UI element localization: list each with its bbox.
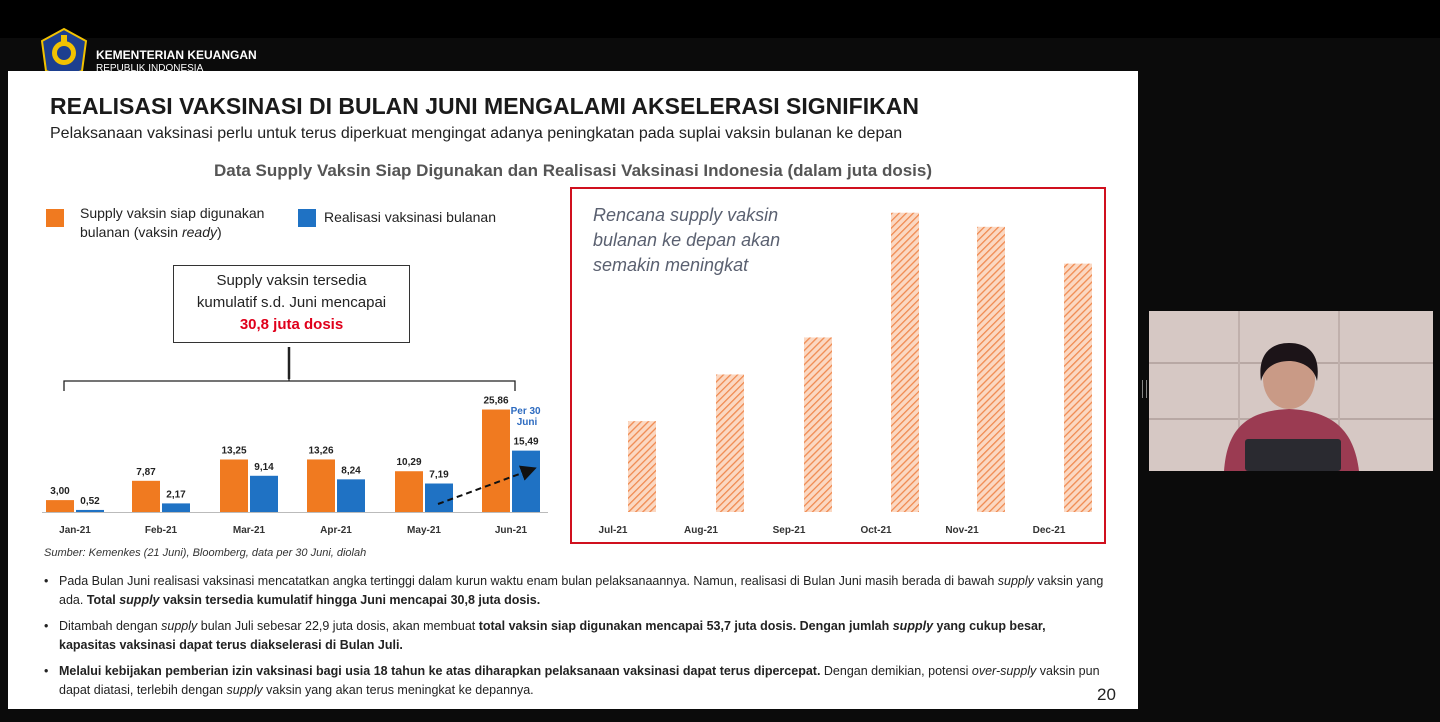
data-label-realisasi: 2,17	[166, 489, 186, 501]
legend-supply-label: Supply vaksin siap digunakan bulanan (vaksin ready)	[80, 205, 265, 240]
resize-handle[interactable]	[1142, 380, 1147, 398]
x-tick-label: Sep-21	[772, 525, 806, 536]
ministry-subname: REPUBLIK INDONESIA	[96, 63, 204, 71]
bar-supply	[307, 459, 335, 512]
bar-realisasi	[250, 476, 278, 512]
bar-supply	[132, 481, 160, 512]
speaker-video-thumbnail[interactable]	[1149, 311, 1433, 471]
x-tick-label: Oct-21	[860, 525, 892, 536]
bar-forecast	[628, 421, 656, 512]
x-tick-label: Mar-21	[232, 525, 266, 536]
forecast-callout: Rencana supply vaksin bulanan ke depan akan semakin meningkat	[593, 205, 781, 275]
bar-realisasi	[162, 503, 190, 512]
x-tick-label: Aug-21	[684, 525, 718, 536]
bar-realisasi	[425, 484, 453, 512]
bar-supply	[220, 459, 248, 512]
data-label-realisasi: 15,49	[513, 436, 539, 448]
bullet-item-1: • Pada Bulan Juni realisasi vaksinasi mencatatkan angka tertinggi dalam kurun waktu enam bulan pelaksanaannya. Namun, realisasi di Bulan Juni masih berada di bawah supply vaksin yang ada. Total supply vaksin tersedia kumulatif hingga Juni mencapai 30,8 juta dosis.	[44, 572, 1104, 610]
vaccine-bar-chart	[8, 71, 1138, 551]
presentation-slide	[8, 71, 1138, 709]
bar-forecast	[891, 213, 919, 512]
chart-title: Data Supply Vaksin Siap Digunakan dan Realisasi Vaksinasi Indonesia (dalam juta dosis)	[213, 161, 933, 180]
slide-title: REALISASI VAKSINASI DI BULAN JUNI MENGALAMI AKSELERASI SIGNIFIKAN	[50, 93, 919, 119]
x-tick-label: Jan-21	[59, 525, 91, 536]
bar-supply	[395, 471, 423, 512]
bullet-list	[44, 572, 1104, 707]
data-label-supply: 7,87	[136, 466, 156, 478]
data-label-realisasi: 0,52	[80, 495, 100, 507]
slide-subtitle: Pelaksanaan vaksinasi perlu untuk terus diperkuat mengingat adanya peningkatan pada suplai vaksin bulanan ke depan	[50, 125, 903, 142]
x-tick-label: May-21	[407, 525, 441, 536]
data-label-supply: 25,86	[483, 395, 509, 407]
speaker-person-icon	[1149, 311, 1433, 471]
bar-forecast	[1064, 264, 1092, 512]
x-tick-label: Jul-21	[598, 525, 628, 536]
x-tick-label: Apr-21	[320, 525, 352, 536]
data-label-supply: 13,26	[308, 445, 334, 457]
cumulative-supply-box: Supply vaksin tersedia kumulatif s.d. Juni mencapai 30,8 juta dosis	[173, 265, 410, 343]
bar-supply	[482, 410, 510, 512]
data-label-supply: 3,00	[50, 486, 70, 498]
ministry-name: KEMENTERIAN KEUANGAN REPUBLIK INDONESIA	[96, 48, 257, 71]
data-label-supply: 13,25	[221, 445, 247, 457]
bullet-item-2: • Ditambah dengan supply bulan Juli sebesar 22,9 juta dosis, akan membuat total vaksin siap digunakan mencapai 53,7 juta dosis. Dengan jumlah supply yang cukup besar, kapasitas vaksinasi dapat terus diakselerasi di Bulan Juli.	[44, 617, 1104, 655]
per-juni-note: Per 30 Juni	[510, 406, 541, 428]
bar-realisasi	[337, 479, 365, 512]
legend-realisasi-label: Realisasi vaksinasi bulanan	[324, 209, 496, 225]
x-tick-label: Nov-21	[945, 525, 979, 536]
chart-source: Sumber: Kemenkes (21 Juni), Bloomberg, data per 30 Juni, diolah	[44, 547, 367, 559]
cumulative-highlight: 30,8 juta dosis	[239, 316, 344, 333]
bullet-item-3: • Melalui kebijakan pemberian izin vaksinasi bagi usia 18 tahun ke atas diharapkan pelaksanaan vaksinasi dapat terus dipercepat. Dengan demikian, potensi over-supply vaksin pun dapat diatasi, terlebih dengan supply vaksin yang akan terus meningkat ke depannya.	[44, 662, 1104, 700]
bar-realisasi	[512, 451, 540, 512]
data-label-supply: 10,29	[396, 457, 422, 469]
top-bar	[0, 0, 1440, 38]
data-label-realisasi: 9,14	[254, 461, 274, 473]
data-label-realisasi: 7,19	[429, 469, 449, 481]
bar-forecast	[716, 374, 744, 512]
page-number: 20	[1097, 685, 1116, 704]
x-tick-label: Feb-21	[144, 525, 178, 536]
data-label-realisasi: 8,24	[341, 465, 361, 477]
bar-forecast	[977, 227, 1005, 512]
bar-supply	[46, 500, 74, 512]
x-tick-label: Jun-21	[494, 525, 528, 536]
bar-realisasi	[76, 510, 104, 512]
x-tick-label: Dec-21	[1032, 525, 1066, 536]
bar-forecast	[804, 337, 832, 512]
